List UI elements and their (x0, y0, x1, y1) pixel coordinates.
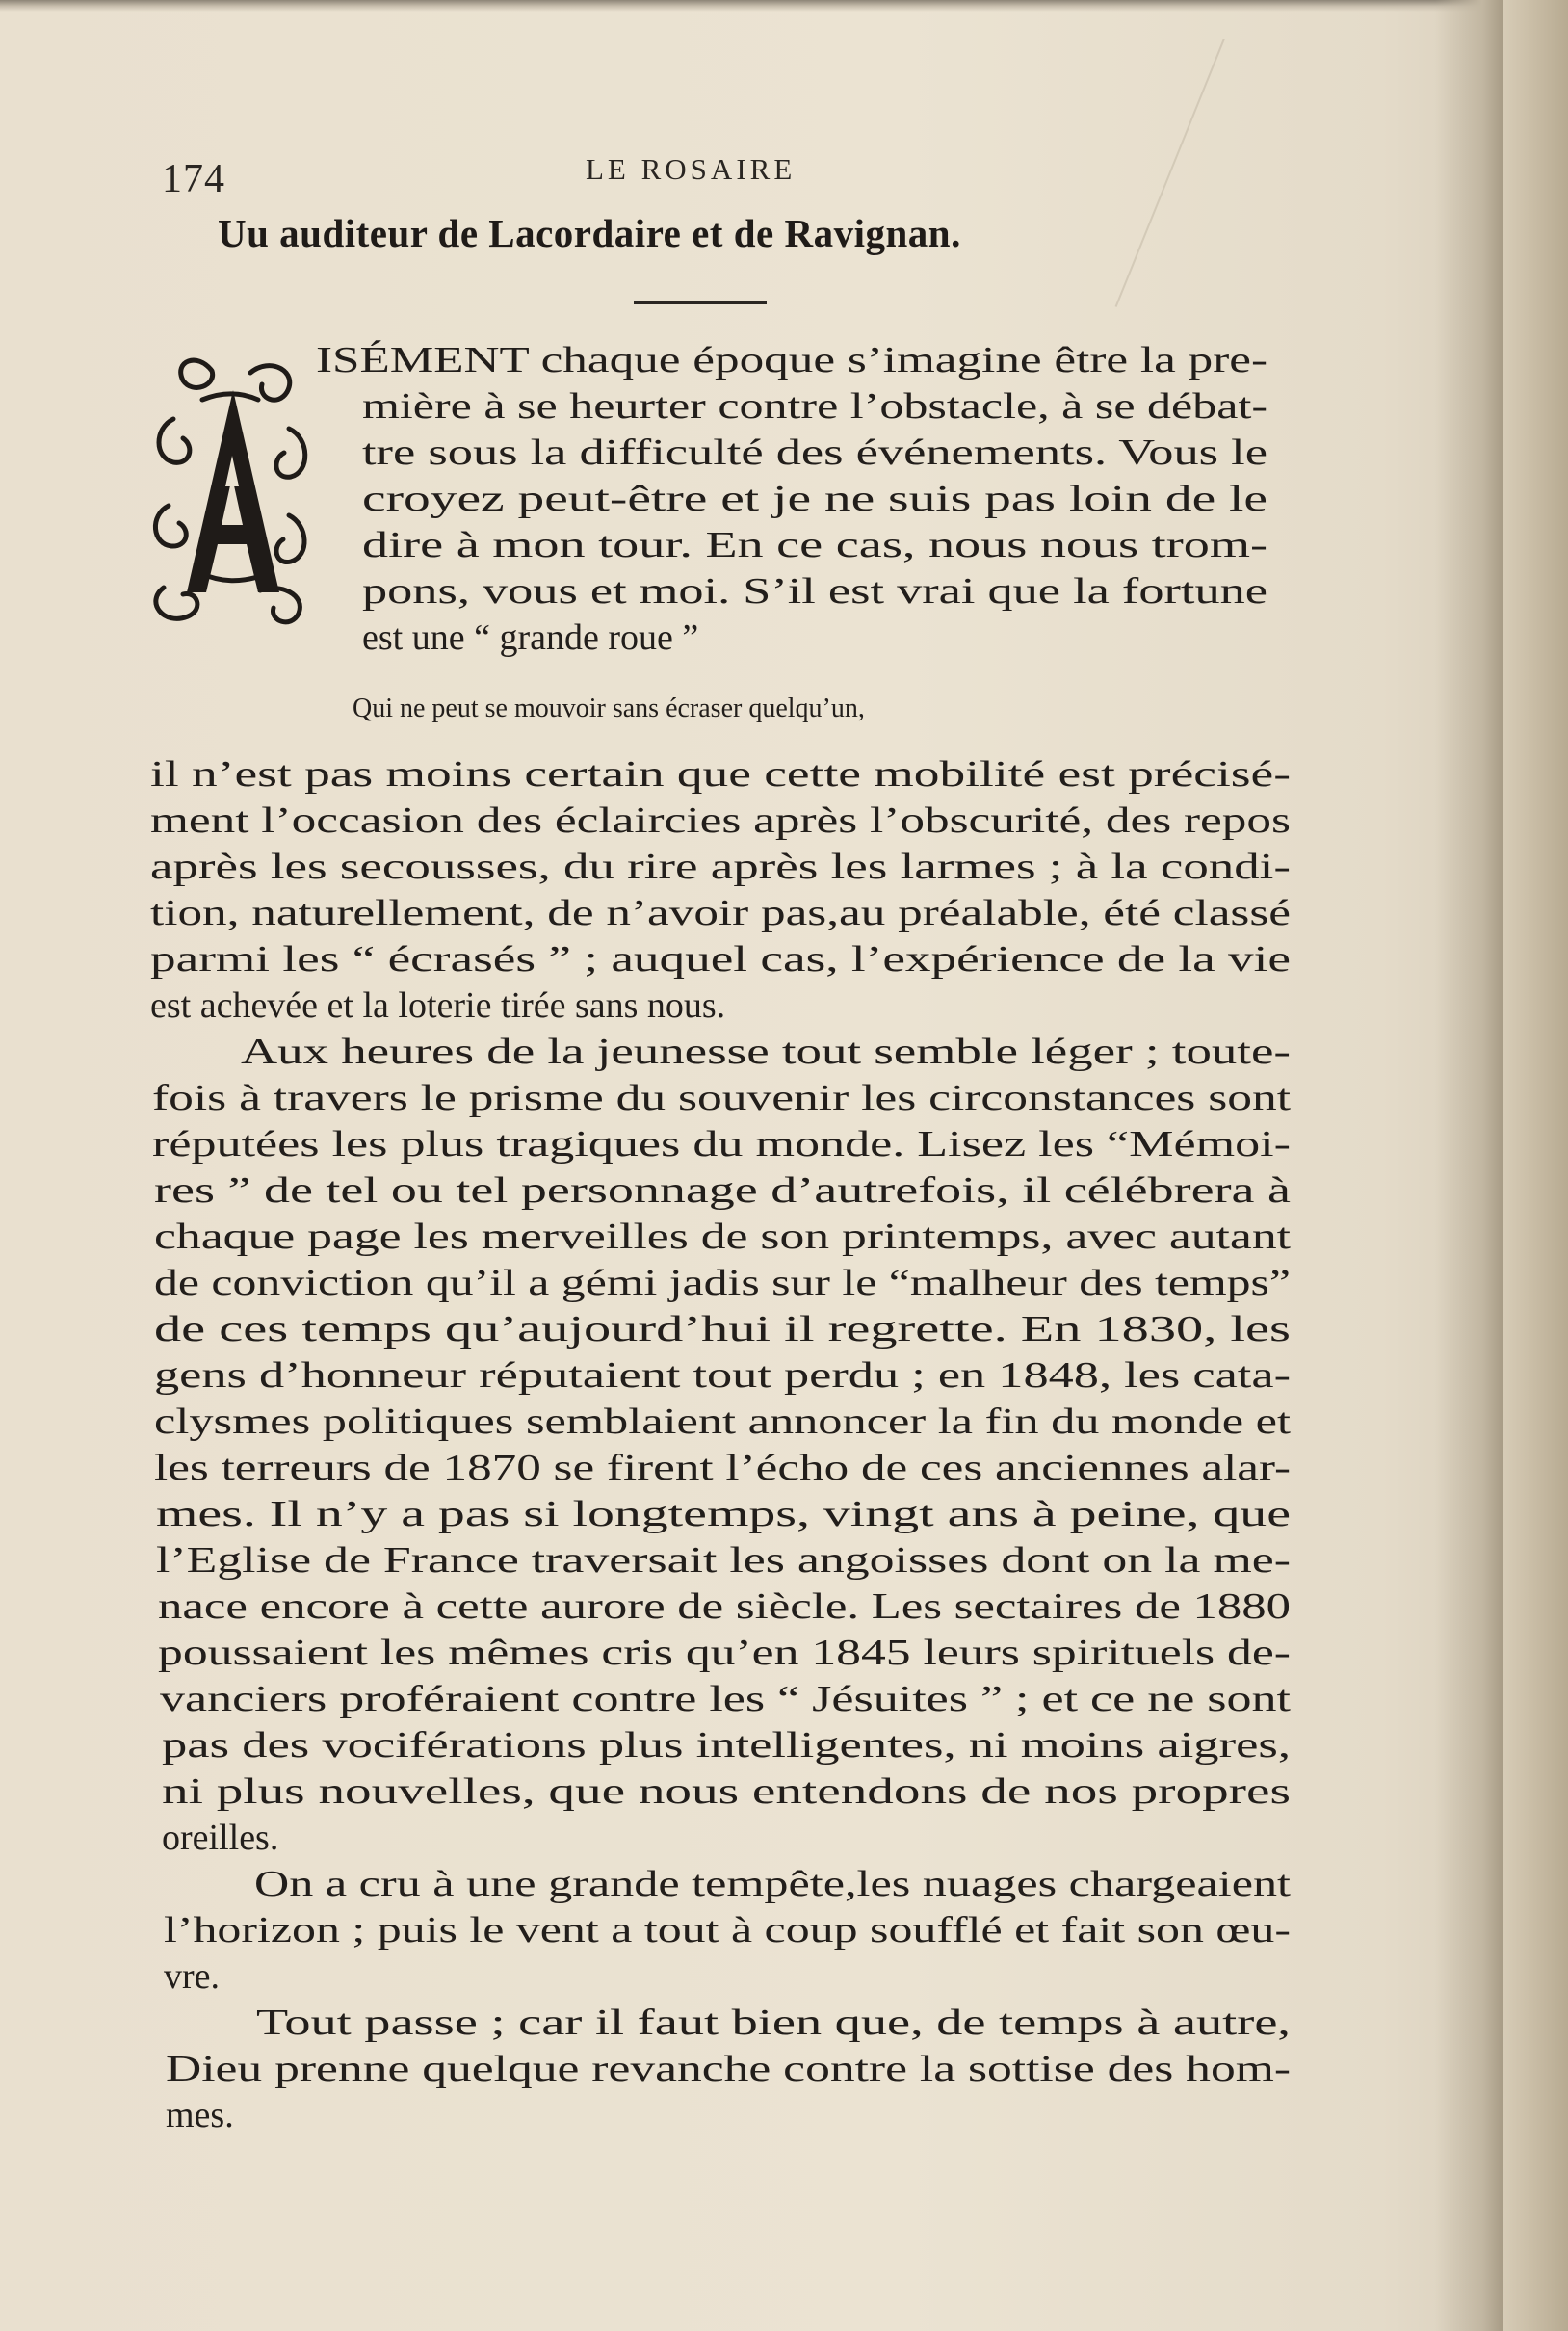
body-line: On a cru à une grande tempête,les nuages chargeaient (254, 1864, 1291, 1904)
page-top-shadow (0, 0, 1503, 12)
body-line: est achevée et la loterie tirée sans nous. (150, 985, 726, 1026)
body-line: parmi les “ écrasés ” ; auquel cas, l’expérience de la vie (150, 939, 1291, 980)
intro-line: ISÉMENT chaque époque s’imagine être la pre- (316, 340, 1267, 380)
verse-quote: Qui ne peut se mouvoir sans écraser quelqu’un, (353, 694, 865, 723)
intro-line: tre sous la difficulté des événements. Vous le (362, 432, 1267, 473)
body-line: l’Eglise de France traversait les angoisses dont on la me- (156, 1540, 1291, 1581)
body-line: mes. (166, 2095, 234, 2135)
body-line: oreilles. (162, 1818, 279, 1858)
body-line: de conviction qu’il a gémi jadis sur le “malheur des temps” (154, 1263, 1291, 1303)
running-head (0, 144, 1503, 202)
page-gutter-shadow (1435, 0, 1503, 2331)
body-line: vanciers proféraient contre les “ Jésuites ” ; et ce ne sont (160, 1679, 1291, 1719)
body-line: ni plus nouvelles, que nous entendons de nos propres (162, 1771, 1291, 1812)
body-line: poussaient les mêmes cris qu’en 1845 leurs spirituels de- (158, 1633, 1291, 1673)
intro-line: pons, vous et moi. S’il est vrai que la fortune (362, 571, 1267, 612)
intro-line: croyez peut-être et je ne suis pas loin de le (362, 479, 1267, 519)
body-line: chaque page les merveilles de son printemps, avec autant (154, 1217, 1291, 1257)
intro-line: est une “ grande roue ” (362, 617, 699, 658)
body-line: mes. Il n’y a pas si longtemps, vingt ans à peine, que (156, 1494, 1291, 1534)
body-line: fois à travers le prisme du souvenir les circonstances sont (152, 1078, 1291, 1118)
body-line: gens d’honneur réputaient tout perdu ; en 1848, les cata- (154, 1355, 1291, 1396)
body-line: réputées les plus tragiques du monde. Lisez les “Mémoi- (152, 1124, 1291, 1165)
body-line: clysmes politiques semblaient annoncer la fin du monde et (154, 1401, 1291, 1442)
ornamental-dropcap-icon (144, 342, 318, 631)
body-line: l’horizon ; puis le vent a tout à coup soufflé et fait son œu- (164, 1910, 1291, 1951)
body-line: Aux heures de la jeunesse tout semble léger ; toute- (241, 1032, 1291, 1072)
body-line: Dieu prenne quelque revanche contre la sottise des hom- (166, 2049, 1291, 2089)
body-line: de ces temps qu’aujourd’hui il regrette. En 1830, les (154, 1309, 1291, 1349)
body-line: ment l’occasion des éclaircies après l’obscurité, des repos (150, 800, 1291, 841)
article-title: Uu auditeur de Lacordaire et de Ravignan. (218, 211, 961, 255)
body-line: res ” de tel ou tel personnage d’autrefois, il célébrera à (154, 1170, 1291, 1211)
title-divider (634, 301, 767, 304)
body-line: il n’est pas moins certain que cette mobilité est précisé- (150, 754, 1291, 795)
running-title: LE ROSAIRE (586, 152, 797, 186)
body-line: les terreurs de 1870 se firent l’écho de ces anciennes alar- (154, 1448, 1291, 1488)
adjacent-page-edge (1503, 0, 1568, 2331)
body-line: pas des vociférations plus intelligentes, ni moins aigres, (162, 1725, 1291, 1766)
body-line: nace encore à cette aurore de siècle. Les sectaires de 1880 (158, 1586, 1291, 1627)
page-number: 174 (162, 157, 225, 201)
body-line: après les secousses, du rire après les larmes ; à la condi- (150, 847, 1291, 887)
body-line: tion, naturellement, de n’avoir pas,au préalable, été classé (150, 893, 1291, 933)
intro-line: mière à se heurter contre l’obstacle, à se débat- (362, 386, 1267, 427)
body-line: vre. (164, 1956, 221, 1997)
body-line: Tout passe ; car il faut bien que, de temps à autre, (256, 2003, 1291, 2043)
intro-line: dire à mon tour. En ce cas, nous nous trom- (362, 525, 1267, 565)
